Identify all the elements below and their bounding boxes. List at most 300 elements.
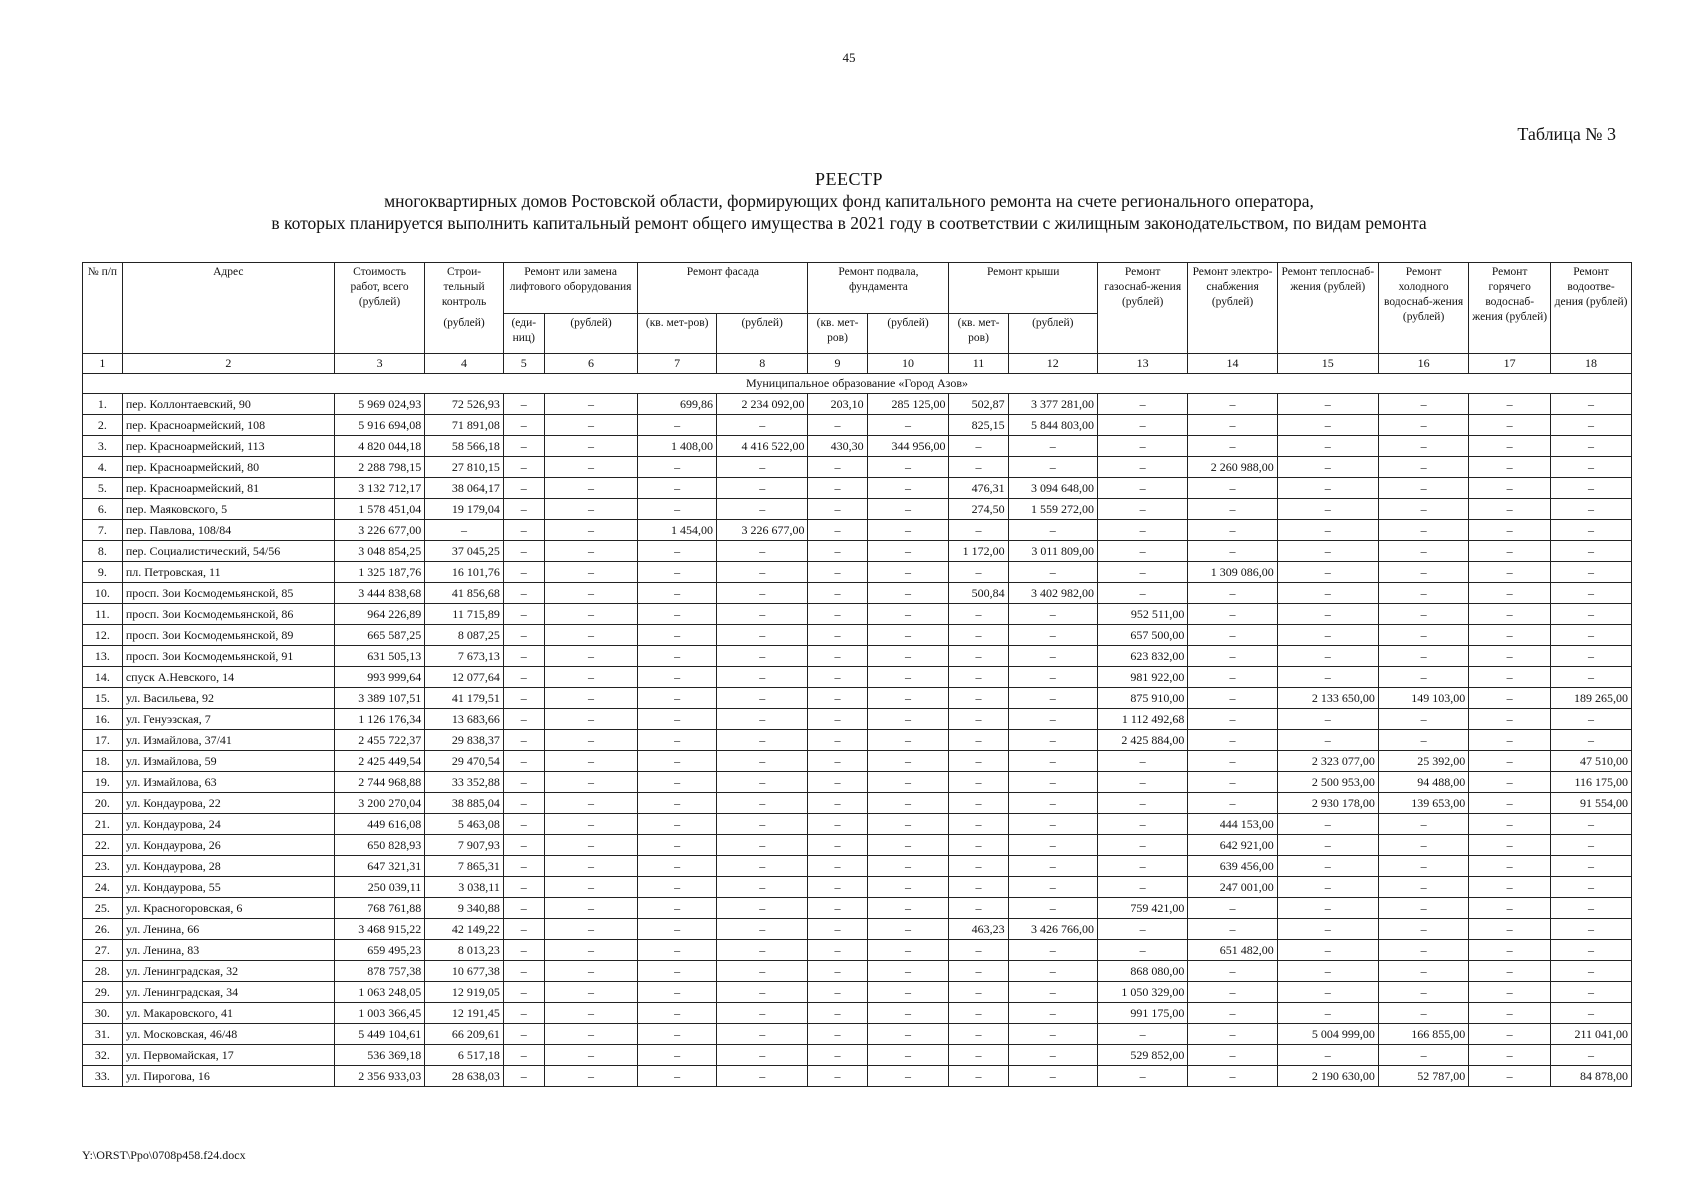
table-row <box>83 667 1632 688</box>
value-cell: – <box>544 793 638 814</box>
value-cell: – <box>544 457 638 478</box>
value-cell: – <box>1469 667 1551 688</box>
value-cell: – <box>1188 982 1277 1003</box>
title-line-1: многоквартирных домов Ростовской области, формирующих фонд капитального ремонта на счете регионального оператора, <box>384 191 1314 211</box>
value-cell: 25 392,00 <box>1378 751 1468 772</box>
value-cell: 52 787,00 <box>1378 1066 1468 1087</box>
value-cell: – <box>503 562 544 583</box>
value-cell: – <box>1008 520 1097 541</box>
value-cell: – <box>867 415 949 436</box>
value-cell: 2 356 933,03 <box>334 1066 424 1087</box>
column-number: 14 <box>1188 354 1277 374</box>
value-cell: – <box>1008 835 1097 856</box>
value-cell: – <box>1277 1003 1378 1024</box>
value-cell: 344 956,00 <box>867 436 949 457</box>
value-cell: 3 048 854,25 <box>334 541 424 562</box>
value-cell: – <box>1188 1003 1277 1024</box>
value-cell: – <box>638 541 717 562</box>
table-row <box>83 772 1632 793</box>
file-path-footer: Y:\ORST\Ppo\0708p458.f24.docx <box>82 1148 246 1162</box>
value-cell: – <box>1551 856 1632 877</box>
value-cell: – <box>638 856 717 877</box>
value-cell: – <box>1469 1045 1551 1066</box>
value-cell: – <box>808 730 867 751</box>
value-cell: – <box>1469 877 1551 898</box>
value-cell: – <box>1277 667 1378 688</box>
value-cell: – <box>1188 1024 1277 1045</box>
table-row <box>83 730 1632 751</box>
value-cell: – <box>1469 604 1551 625</box>
value-cell: – <box>1008 856 1097 877</box>
value-cell: – <box>867 583 949 604</box>
value-cell: 11 715,89 <box>425 604 504 625</box>
value-cell: – <box>1277 856 1378 877</box>
column-number: 7 <box>638 354 717 374</box>
value-cell: 33 352,88 <box>425 772 504 793</box>
value-cell: 2 930 178,00 <box>1277 793 1378 814</box>
table-row <box>83 541 1632 562</box>
value-cell: – <box>544 520 638 541</box>
value-cell: – <box>1097 457 1187 478</box>
value-cell: – <box>1469 940 1551 961</box>
table-row <box>83 751 1632 772</box>
value-cell: – <box>1188 793 1277 814</box>
row-number: 29. <box>83 982 123 1003</box>
value-cell: – <box>716 499 808 520</box>
header-facade-rub: (рублей) <box>716 314 808 354</box>
value-cell: – <box>808 688 867 709</box>
header-control-unit: (рублей) <box>425 314 504 354</box>
value-cell: – <box>1378 562 1468 583</box>
table-row <box>83 898 1632 919</box>
value-cell: – <box>638 982 717 1003</box>
value-cell: 623 832,00 <box>1097 646 1187 667</box>
column-number: 10 <box>867 354 949 374</box>
value-cell: – <box>1188 919 1277 940</box>
value-cell: – <box>544 394 638 415</box>
column-number: 12 <box>1008 354 1097 374</box>
value-cell: 500,84 <box>949 583 1008 604</box>
value-cell: – <box>1008 793 1097 814</box>
value-cell: – <box>1008 646 1097 667</box>
value-cell: 29 470,54 <box>425 751 504 772</box>
value-cell: – <box>1277 583 1378 604</box>
table-label: Таблица № 3 <box>1517 124 1616 144</box>
row-number: 21. <box>83 814 123 835</box>
value-cell: 42 149,22 <box>425 919 504 940</box>
row-number: 14. <box>83 667 123 688</box>
value-cell: – <box>867 1066 949 1087</box>
value-cell: – <box>1097 835 1187 856</box>
value-cell: – <box>503 394 544 415</box>
value-cell: – <box>1469 499 1551 520</box>
value-cell: – <box>808 856 867 877</box>
value-cell: 463,23 <box>949 919 1008 940</box>
value-cell: 4 820 044,18 <box>334 436 424 457</box>
value-cell: – <box>544 772 638 793</box>
value-cell: 1 003 366,45 <box>334 1003 424 1024</box>
value-cell: – <box>1008 961 1097 982</box>
value-cell: – <box>716 688 808 709</box>
value-cell: – <box>503 1024 544 1045</box>
value-cell: – <box>638 940 717 961</box>
value-cell: – <box>1551 436 1632 457</box>
value-cell: – <box>503 457 544 478</box>
table-row <box>83 436 1632 457</box>
header-roof: Ремонт крыши <box>949 263 1098 314</box>
value-cell: – <box>949 457 1008 478</box>
value-cell: – <box>1008 1003 1097 1024</box>
value-cell: 657 500,00 <box>1097 625 1187 646</box>
value-cell: 19 179,04 <box>425 499 504 520</box>
value-cell: – <box>716 604 808 625</box>
value-cell: – <box>949 1066 1008 1087</box>
row-number: 3. <box>83 436 123 457</box>
value-cell: 875 910,00 <box>1097 688 1187 709</box>
value-cell: – <box>867 541 949 562</box>
value-cell: – <box>867 877 949 898</box>
value-cell: – <box>1551 394 1632 415</box>
value-cell: 5 004 999,00 <box>1277 1024 1378 1045</box>
value-cell: – <box>808 877 867 898</box>
value-cell: – <box>1008 688 1097 709</box>
value-cell: – <box>949 436 1008 457</box>
value-cell: – <box>1551 730 1632 751</box>
value-cell: – <box>503 583 544 604</box>
table-row <box>83 688 1632 709</box>
value-cell: – <box>1277 1045 1378 1066</box>
address-cell: просп. Зои Космодемьянской, 86 <box>122 604 334 625</box>
header-lift-rub: (рублей) <box>544 314 638 354</box>
value-cell: – <box>1277 982 1378 1003</box>
value-cell: – <box>544 1024 638 1045</box>
value-cell: – <box>638 751 717 772</box>
value-cell: – <box>544 898 638 919</box>
value-cell: – <box>544 961 638 982</box>
column-number: 17 <box>1469 354 1551 374</box>
value-cell: – <box>1469 961 1551 982</box>
value-cell: – <box>1188 583 1277 604</box>
value-cell: – <box>1378 940 1468 961</box>
value-cell: – <box>716 583 808 604</box>
value-cell: – <box>1097 940 1187 961</box>
header-basement: Ремонт подвала, фундамента <box>808 263 949 314</box>
value-cell: 502,87 <box>949 394 1008 415</box>
value-cell: 16 101,76 <box>425 562 504 583</box>
value-cell: 2 425 449,54 <box>334 751 424 772</box>
column-number: 9 <box>808 354 867 374</box>
value-cell: – <box>1469 730 1551 751</box>
value-cell: 13 683,66 <box>425 709 504 730</box>
value-cell: – <box>503 604 544 625</box>
value-cell: – <box>808 772 867 793</box>
value-cell: – <box>949 856 1008 877</box>
value-cell: – <box>544 856 638 877</box>
value-cell: – <box>1097 751 1187 772</box>
value-cell: – <box>1277 436 1378 457</box>
row-number: 26. <box>83 919 123 940</box>
value-cell: – <box>716 625 808 646</box>
value-cell: – <box>1551 835 1632 856</box>
header-basement-rub: (рублей) <box>867 314 949 354</box>
value-cell: – <box>949 667 1008 688</box>
value-cell: – <box>1551 583 1632 604</box>
value-cell: – <box>1551 478 1632 499</box>
address-cell: ул. Ленинградская, 34 <box>122 982 334 1003</box>
value-cell: – <box>544 478 638 499</box>
value-cell: – <box>1277 541 1378 562</box>
address-cell: ул. Первомайская, 17 <box>122 1045 334 1066</box>
value-cell: 3 226 677,00 <box>716 520 808 541</box>
value-cell: – <box>716 982 808 1003</box>
value-cell: – <box>1469 814 1551 835</box>
value-cell: 2 288 798,15 <box>334 457 424 478</box>
value-cell: 1 309 086,00 <box>1188 562 1277 583</box>
value-cell: – <box>1378 625 1468 646</box>
value-cell: – <box>638 1066 717 1087</box>
value-cell: – <box>949 604 1008 625</box>
value-cell: – <box>808 499 867 520</box>
value-cell: 38 064,17 <box>425 478 504 499</box>
value-cell: – <box>1551 499 1632 520</box>
header-heat: Ремонт теплоснаб-жения (рублей) <box>1277 263 1378 354</box>
value-cell: – <box>1551 562 1632 583</box>
value-cell: – <box>867 793 949 814</box>
row-number: 2. <box>83 415 123 436</box>
value-cell: – <box>544 436 638 457</box>
value-cell: – <box>949 982 1008 1003</box>
row-number: 18. <box>83 751 123 772</box>
value-cell: – <box>1378 1045 1468 1066</box>
value-cell: – <box>1378 982 1468 1003</box>
value-cell: – <box>949 1045 1008 1066</box>
value-cell: 825,15 <box>949 415 1008 436</box>
value-cell: – <box>716 709 808 730</box>
table-row <box>83 835 1632 856</box>
value-cell: – <box>503 898 544 919</box>
value-cell: – <box>544 730 638 751</box>
row-number: 19. <box>83 772 123 793</box>
address-cell: ул. Измайлова, 63 <box>122 772 334 793</box>
value-cell: – <box>1469 835 1551 856</box>
value-cell: – <box>638 961 717 982</box>
value-cell: 759 421,00 <box>1097 898 1187 919</box>
value-cell: – <box>867 835 949 856</box>
value-cell: – <box>1008 457 1097 478</box>
value-cell: – <box>1277 877 1378 898</box>
value-cell: 647 321,31 <box>334 856 424 877</box>
value-cell: – <box>1097 856 1187 877</box>
value-cell: – <box>1008 772 1097 793</box>
column-number: 5 <box>503 354 544 374</box>
value-cell: – <box>1097 499 1187 520</box>
value-cell: – <box>544 982 638 1003</box>
row-number: 11. <box>83 604 123 625</box>
value-cell: – <box>1097 877 1187 898</box>
row-number: 27. <box>83 940 123 961</box>
value-cell: – <box>716 856 808 877</box>
value-cell: – <box>808 814 867 835</box>
value-cell: – <box>544 835 638 856</box>
value-cell: – <box>1378 709 1468 730</box>
value-cell: 1 050 329,00 <box>1097 982 1187 1003</box>
value-cell: – <box>808 604 867 625</box>
row-number: 13. <box>83 646 123 667</box>
value-cell: – <box>544 541 638 562</box>
value-cell: 2 744 968,88 <box>334 772 424 793</box>
table-row <box>83 478 1632 499</box>
value-cell: – <box>808 940 867 961</box>
row-number: 10. <box>83 583 123 604</box>
value-cell: – <box>1551 877 1632 898</box>
value-cell: – <box>1277 415 1378 436</box>
header-drainage: Ремонт водоотве-дения (рублей) <box>1551 263 1632 354</box>
address-cell: пер. Красноармейский, 81 <box>122 478 334 499</box>
address-cell: ул. Измайлова, 59 <box>122 751 334 772</box>
value-cell: – <box>503 709 544 730</box>
value-cell: – <box>716 793 808 814</box>
value-cell: – <box>1551 415 1632 436</box>
row-number: 24. <box>83 877 123 898</box>
value-cell: 449 616,08 <box>334 814 424 835</box>
value-cell: – <box>638 415 717 436</box>
value-cell: 2 133 650,00 <box>1277 688 1378 709</box>
value-cell: 10 677,38 <box>425 961 504 982</box>
value-cell: 6 517,18 <box>425 1045 504 1066</box>
header-lift: Ремонт или замена лифтового оборудования <box>503 263 638 314</box>
value-cell: – <box>1008 1045 1097 1066</box>
value-cell: – <box>867 1003 949 1024</box>
address-cell: ул. Кондаурова, 26 <box>122 835 334 856</box>
value-cell: – <box>1469 919 1551 940</box>
title-line-2: в которых планируется выполнить капитальный ремонт общего имущества в 2021 году в соответствии с жилищным законодательством, по видам ремонта <box>271 213 1427 233</box>
value-cell: – <box>1277 940 1378 961</box>
value-cell: – <box>638 646 717 667</box>
value-cell: – <box>867 478 949 499</box>
value-cell: – <box>544 688 638 709</box>
value-cell: 1 454,00 <box>638 520 717 541</box>
value-cell: – <box>716 751 808 772</box>
value-cell: – <box>808 478 867 499</box>
value-cell: – <box>1551 541 1632 562</box>
value-cell: – <box>1277 730 1378 751</box>
value-cell: – <box>1008 898 1097 919</box>
value-cell: – <box>1097 772 1187 793</box>
value-cell: – <box>867 940 949 961</box>
address-cell: ул. Васильева, 92 <box>122 688 334 709</box>
header-lift-units: (еди-ниц) <box>503 314 544 354</box>
value-cell: – <box>503 730 544 751</box>
value-cell: – <box>1277 961 1378 982</box>
table-row <box>83 394 1632 415</box>
value-cell: 3 011 809,00 <box>1008 541 1097 562</box>
value-cell: 12 077,64 <box>425 667 504 688</box>
value-cell: 2 500 953,00 <box>1277 772 1378 793</box>
value-cell: – <box>503 877 544 898</box>
value-cell: – <box>638 688 717 709</box>
value-cell: – <box>638 583 717 604</box>
value-cell: – <box>867 814 949 835</box>
value-cell: 3 426 766,00 <box>1008 919 1097 940</box>
table-row <box>83 856 1632 877</box>
table-row <box>83 1066 1632 1087</box>
value-cell: – <box>716 961 808 982</box>
value-cell: – <box>544 814 638 835</box>
value-cell: – <box>544 919 638 940</box>
value-cell: – <box>1378 1003 1468 1024</box>
value-cell: – <box>544 1003 638 1024</box>
address-cell: пер. Красноармейский, 80 <box>122 457 334 478</box>
value-cell: – <box>1469 562 1551 583</box>
value-cell: – <box>1469 1066 1551 1087</box>
registry-rows <box>83 394 1632 1087</box>
value-cell: – <box>638 499 717 520</box>
value-cell: 5 449 104,61 <box>334 1024 424 1045</box>
value-cell: – <box>949 793 1008 814</box>
value-cell: 868 080,00 <box>1097 961 1187 982</box>
value-cell: – <box>544 709 638 730</box>
value-cell: 3 132 712,17 <box>334 478 424 499</box>
value-cell: – <box>1551 814 1632 835</box>
value-cell: 964 226,89 <box>334 604 424 625</box>
value-cell: – <box>1188 688 1277 709</box>
value-cell: – <box>716 1045 808 1066</box>
value-cell: – <box>1277 835 1378 856</box>
value-cell: – <box>1469 583 1551 604</box>
value-cell: – <box>867 1024 949 1045</box>
table-row <box>83 814 1632 835</box>
value-cell: 7 673,13 <box>425 646 504 667</box>
value-cell: – <box>503 415 544 436</box>
value-cell: – <box>1469 898 1551 919</box>
value-cell: – <box>808 835 867 856</box>
value-cell: – <box>503 478 544 499</box>
value-cell: – <box>503 835 544 856</box>
row-number: 17. <box>83 730 123 751</box>
value-cell: – <box>716 646 808 667</box>
value-cell: 2 425 884,00 <box>1097 730 1187 751</box>
value-cell: – <box>949 1003 1008 1024</box>
value-cell: – <box>1008 730 1097 751</box>
value-cell: – <box>1188 541 1277 562</box>
address-cell: ул. Ленина, 66 <box>122 919 334 940</box>
header-cost: Стоимость работ, всего (рублей) <box>334 263 424 354</box>
header-hot-water: Ремонт горячего водоснаб-жения (рублей) <box>1469 263 1551 354</box>
value-cell: 3 094 648,00 <box>1008 478 1097 499</box>
value-cell: – <box>716 877 808 898</box>
value-cell: – <box>1378 541 1468 562</box>
value-cell: – <box>544 646 638 667</box>
value-cell: 631 505,13 <box>334 646 424 667</box>
value-cell: – <box>867 709 949 730</box>
row-number: 4. <box>83 457 123 478</box>
header-cold-water: Ремонт холодного водоснаб-жения (рублей) <box>1378 263 1468 354</box>
value-cell: – <box>1097 1024 1187 1045</box>
address-cell: ул. Макаровского, 41 <box>122 1003 334 1024</box>
address-cell: пл. Петровская, 11 <box>122 562 334 583</box>
column-number: 18 <box>1551 354 1632 374</box>
value-cell: – <box>425 520 504 541</box>
value-cell: – <box>638 1024 717 1045</box>
page-number: 45 <box>842 50 856 65</box>
address-cell: ул. Измайлова, 37/41 <box>122 730 334 751</box>
value-cell: – <box>1378 394 1468 415</box>
value-cell: 1 172,00 <box>949 541 1008 562</box>
value-cell: – <box>1469 772 1551 793</box>
value-cell: – <box>808 1003 867 1024</box>
value-cell: 12 191,45 <box>425 1003 504 1024</box>
value-cell: 166 855,00 <box>1378 1024 1468 1045</box>
